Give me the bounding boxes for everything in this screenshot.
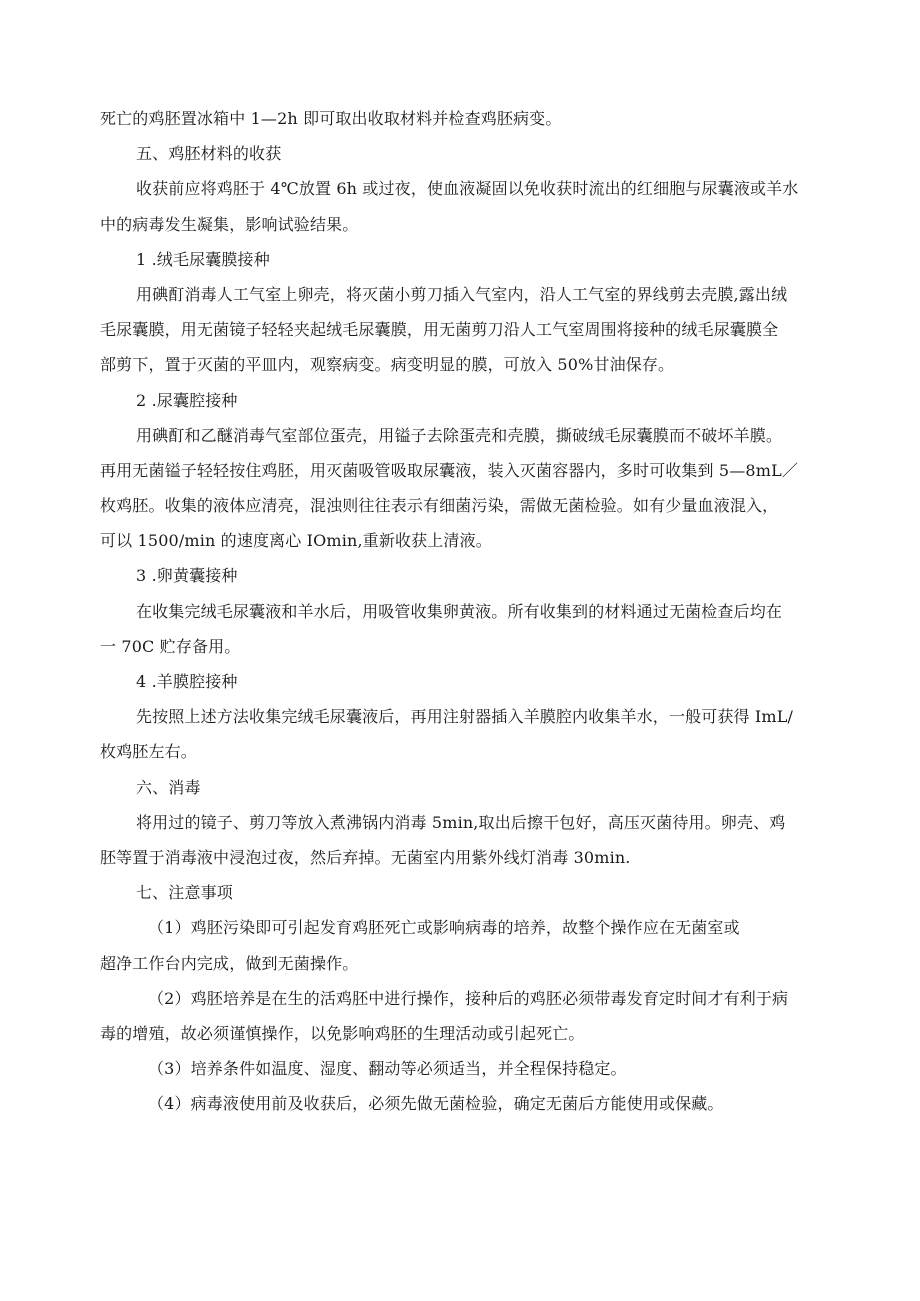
text-line: 中的病毒发生凝集，影响试验结果。	[100, 214, 359, 234]
text-line: 死亡的鸡胚置冰箱中 1—2h 即可取出收取材料并检查鸡胚病变。	[100, 109, 562, 128]
text-line: 再用无菌镒子轻轻按住鸡胚，用灭菌吸管吸取尿囊液，装入灭菌容器内，多时可收集到 5—8mL／	[100, 460, 798, 480]
text-line: （3）培养条件如温度、湿度、翻动等必须适当，并全程保持稳定。	[148, 1059, 627, 1079]
text-line: （4）病毒液使用前及收获后，必须先做无菌检验，确定无菌后方能使用或保藏。	[148, 1094, 724, 1114]
text-line: 胚等置于消毒液中浸泡过夜，然后弃掉。无菌室内用紫外线灯消毒 30min.	[100, 847, 631, 867]
text-line: 3 .卵黄囊接种	[136, 566, 238, 586]
text-line: 一 70C 贮存备用。	[100, 636, 241, 656]
text-line: 毒的增殖，故必须谨慎操作，以免影响鸡胚的生理活动或引起死亡。	[100, 1023, 585, 1043]
text-line: 4 .羊膜腔接种	[136, 672, 238, 691]
text-line: 收获前应将鸡胚于 4℃放置 6h 或过夜，使血液凝固以免收获时流出的红细胞与尿囊液或羊水	[136, 179, 799, 199]
text-line: 用碘酊消毒人工气室上卵壳，将灭菌小剪刀插入气室内，沿人工气室的界线剪去壳膜,露出绒	[136, 284, 788, 304]
text-line: （2）鸡胚培养是在生的活鸡胚中进行操作，接种后的鸡胚必须带毒发育定时间才有利于病	[148, 988, 789, 1008]
document-body	[100, 101, 825, 1121]
text-line: 将用过的镜子、剪刀等放入煮沸锅内消毒 5min,取出后擦干包好，高压灭菌待用。卵壳、鸡	[136, 812, 786, 832]
text-line: 1 .绒毛尿囊膜接种	[136, 249, 270, 269]
text-line: 六、消毒	[136, 777, 201, 797]
text-line: 2 .尿囊腔接种	[136, 390, 238, 410]
text-line: 在收集完绒毛尿囊液和羊水后，用吸管收集卵黄液。所有收集到的材料通过无菌检查后均在	[136, 601, 783, 621]
text-line: 可以 1500/min 的速度离心 IOmin,重新收获上清液。	[100, 531, 492, 551]
text-line: 超净工作台内完成，做到无菌操作。	[100, 953, 359, 973]
text-line: 毛尿囊膜，用无菌镜子轻轻夹起绒毛尿囊膜，用无菌剪刀沿人工气室周围将接种的绒毛尿囊膜全	[100, 320, 779, 340]
text-line: 用碘酊和乙醚消毒气室部位蛋壳，用镒子去除蛋壳和壳膜，撕破绒毛尿囊膜而不破坏羊膜。	[136, 425, 783, 445]
text-line: （1）鸡胚污染即可引起发育鸡胚死亡或影响病毒的培养，故整个操作应在无菌室或	[148, 918, 740, 938]
text-line: 先按照上述方法收集完绒毛尿囊液后，再用注射器插入羊膜腔内收集羊水，一般可获得 ImL/	[136, 707, 794, 727]
text-line: 枚鸡胚。收集的液体应清亮，混浊则往往表示有细菌污染，需做无菌检验。如有少量血液混入，	[100, 496, 779, 516]
text-line: 七、注意事项	[136, 883, 233, 903]
text-line: 枚鸡胚左右。	[100, 742, 197, 762]
text-line: 五、鸡胚材料的收获	[136, 144, 282, 164]
text-line: 部剪下，置于灭菌的平皿内，观察病变。病变明显的膜，可放入 50%甘油保存。	[100, 355, 675, 375]
